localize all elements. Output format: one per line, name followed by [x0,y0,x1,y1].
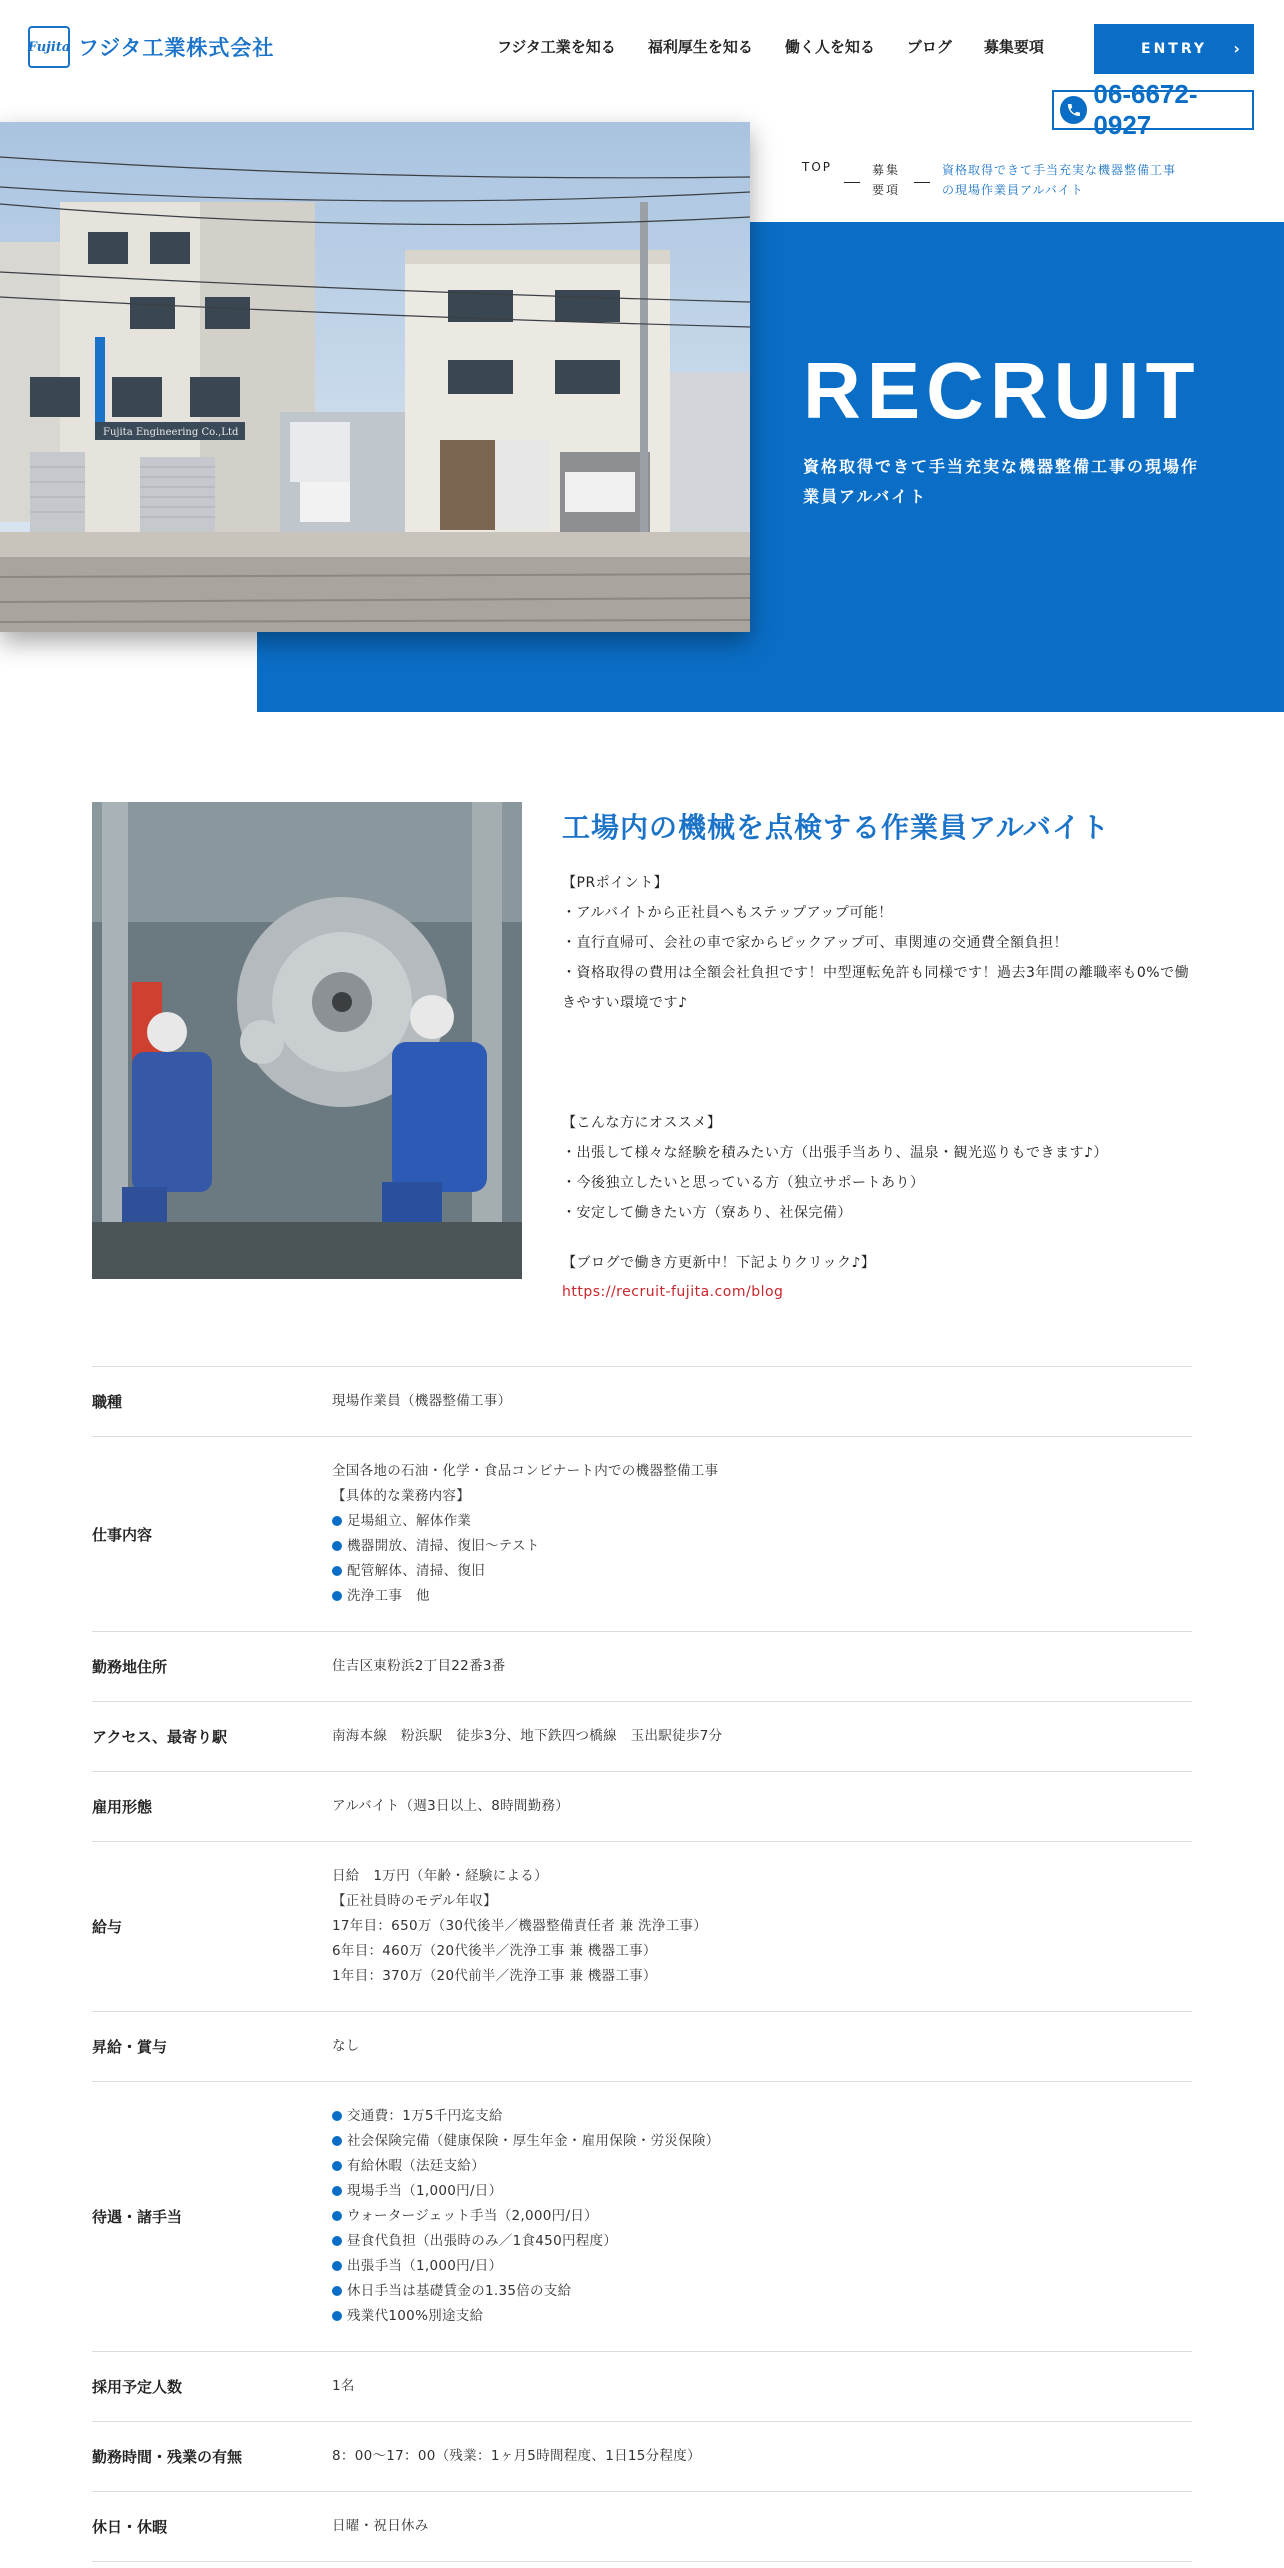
job-details-table [92,1366,1192,2562]
table-row [92,2012,1192,2082]
table-row-label: 採用予定人数 [92,2378,183,2396]
hero-subtitle: 資格取得できて手当充実な機器整備工事の現場作業員アルバイト [803,457,1200,506]
table-row-value [332,1724,1192,1749]
recommend-item: ・安定して働きたい方（寮あり、社保完備） [562,1205,852,1221]
value-line: 8：00～17：00（残業：1ヶ月5時間程度、1日15分程度） [332,2448,701,2464]
nav-recruit[interactable]: 募集要項 [983,38,1044,56]
value-line: 【正社員時のモデル年収】 [332,1893,497,1909]
chevron-right-icon: › [1233,39,1240,58]
blog-link[interactable]: https://recruit-fujita.com/blog [562,1284,784,1300]
recommend-title: 【こんな方にオススメ】 [562,1115,722,1131]
table-row-label: 職種 [92,1393,123,1411]
bullet-item: 出張手当（1,000円/日） [332,2254,1192,2279]
table-row-label: 待遇・諸手当 [92,2208,183,2226]
breadcrumb-top[interactable]: TOP [802,160,833,174]
bullet-item: ウォータージェット手当（2,000円/日） [332,2204,1192,2229]
table-row-value [332,1654,1192,1679]
table-row-label: 雇用形態 [92,1798,153,1816]
value-line: 日曜・祝日休み [332,2518,429,2534]
bullet-item: 機器開放、清掃、復旧～テスト [332,1534,1192,1559]
value-line: アルバイト（週3日以上、8時間勤務） [332,1798,570,1814]
recommend-item: ・今後独立したいと思っている方（独立サポートあり） [562,1175,925,1191]
bullet-item: 残業代100%別途支給 [332,2304,1192,2329]
table-row-label: 勤務地住所 [92,1658,168,1676]
phone-number[interactable] [1052,79,1254,140]
company-name: フジタ工業株式会社 [78,36,275,60]
table-row-value [332,2444,1192,2469]
nav-welfare[interactable]: 福利厚生を知る [647,38,753,56]
value-line: 【具体的な業務内容】 [332,1488,470,1504]
intro-text-block [562,802,1192,1306]
pr-point: ・アルバイトから正社員へもステップアップ可能！ [562,905,893,921]
table-row-label: 昇給・賞与 [92,2038,168,2056]
job-heading: 工場内の機械を点検する作業員アルバイト [562,811,1110,844]
table-row-value [332,1459,1192,1609]
pr-point: ・直行直帰可、会社の車で家からピックアップ可、車関連の交通費全額負担！ [562,935,1068,951]
value-line: 17年目：650万（30代後半／機器整備責任者 兼 洗浄工事） [332,1918,708,1934]
bullet-item: 洗浄工事 他 [332,1584,1192,1609]
table-row-label: 休日・休暇 [92,2518,168,2536]
value-line: 南海本線 粉浜駅 徒歩3分、地下鉄四つ橋線 玉出駅徒歩7分 [332,1728,723,1744]
value-line: なし [332,2038,360,2054]
table-row [92,1437,1192,1632]
bullet-item: 有給休暇（法廷支給） [332,2154,1192,2179]
table-row-value [332,2104,1192,2329]
table-row-value [332,1389,1192,1414]
breadcrumb-separator [844,182,860,183]
table-row [92,1842,1192,2012]
hero-building-photo [0,122,750,632]
bullet-item: 交通費：1万5千円迄支給 [332,2104,1192,2129]
table-row [92,1772,1192,1842]
table-row-label: 仕事内容 [92,1525,153,1544]
breadcrumb [802,160,1182,200]
bullet-item: 足場組立、解体作業 [332,1509,1192,1534]
breadcrumb-current: 資格取得できて手当充実な機器整備工事の現場作業員アルバイト [942,163,1177,197]
table-row-label: アクセス、最寄り駅 [92,1728,228,1746]
value-line: 1名 [332,2378,355,2394]
table-row [92,2492,1192,2562]
bullet-item: 配管解体、清掃、復旧 [332,1559,1192,1584]
entry-button[interactable] [1094,24,1254,74]
table-row-label: 給与 [92,1918,123,1936]
bullet-item: 社会保険完備（健康保険・厚生年金・雇用保険・労災保険） [332,2129,1192,2154]
table-row [92,2422,1192,2492]
pr-point: ・資格取得の費用は全額会社負担です！中型運転免許も同様です！過去3年間の離職率も0%で働きやすい環境です♪ [562,965,1190,1011]
bullet-item: 昼食代負担（出張時のみ／1食450円程度） [332,2229,1192,2254]
value-line: 現場作業員（機器整備工事） [332,1393,512,1409]
bullet-item: 現場手当（1,000円/日） [332,2179,1192,2204]
table-row [92,2352,1192,2422]
work-photo [92,802,522,1279]
site-header [0,0,1284,100]
value-line: 全国各地の石油・化学・食品コンビナート内での機器整備工事 [332,1463,719,1479]
hero-title: RECRUIT [803,346,1201,435]
company-logo[interactable] [28,26,274,68]
table-row [92,2082,1192,2352]
table-row-value [332,2374,1192,2399]
blog-note: 【ブログで働き方更新中！下記よりクリック♪】 [562,1255,876,1271]
value-line: 住吉区東粉浜2丁目22番3番 [332,1658,506,1674]
breadcrumb-separator [914,182,930,183]
table-row-value [332,1794,1192,1819]
breadcrumb-recruit[interactable]: 募集要項 [872,163,901,197]
table-row-label: 勤務時間・残業の有無 [92,2448,243,2466]
value-line: 1年目：370万（20代前半／洗浄工事 兼 機器工事） [332,1968,657,1984]
logo-mark-icon: Fujita [28,26,70,68]
entry-label: ENTRY [1141,41,1207,57]
phone-icon [1060,96,1087,124]
table-row [92,1702,1192,1772]
table-row-value [332,1864,1192,1989]
recommend-item: ・出張して様々な経験を積みたい方（出張手当あり、温泉・観光巡りもできます♪） [562,1145,1108,1161]
table-row [92,1632,1192,1702]
table-row [92,1367,1192,1437]
pr-title: 【PRポイント】 [562,875,669,891]
table-row-value [332,2034,1192,2059]
table-row-value [332,2514,1192,2539]
value-line: 日給 1万円（年齢・経験による） [332,1868,548,1884]
global-nav [497,36,1076,57]
value-line: 6年目：460万（20代後半／洗浄工事 兼 機器工事） [332,1943,657,1959]
phone-number-text: 06-6672-0927 [1093,79,1198,140]
nav-about[interactable]: フジタ工業を知る [497,38,616,56]
building-sign: Fujita Engineering Co.,Ltd [103,427,239,438]
bullet-item: 休日手当は基礎賃金の1.35倍の支給 [332,2279,1192,2304]
nav-blog[interactable]: ブログ [906,38,952,56]
nav-people[interactable]: 働く人を知る [784,38,875,56]
